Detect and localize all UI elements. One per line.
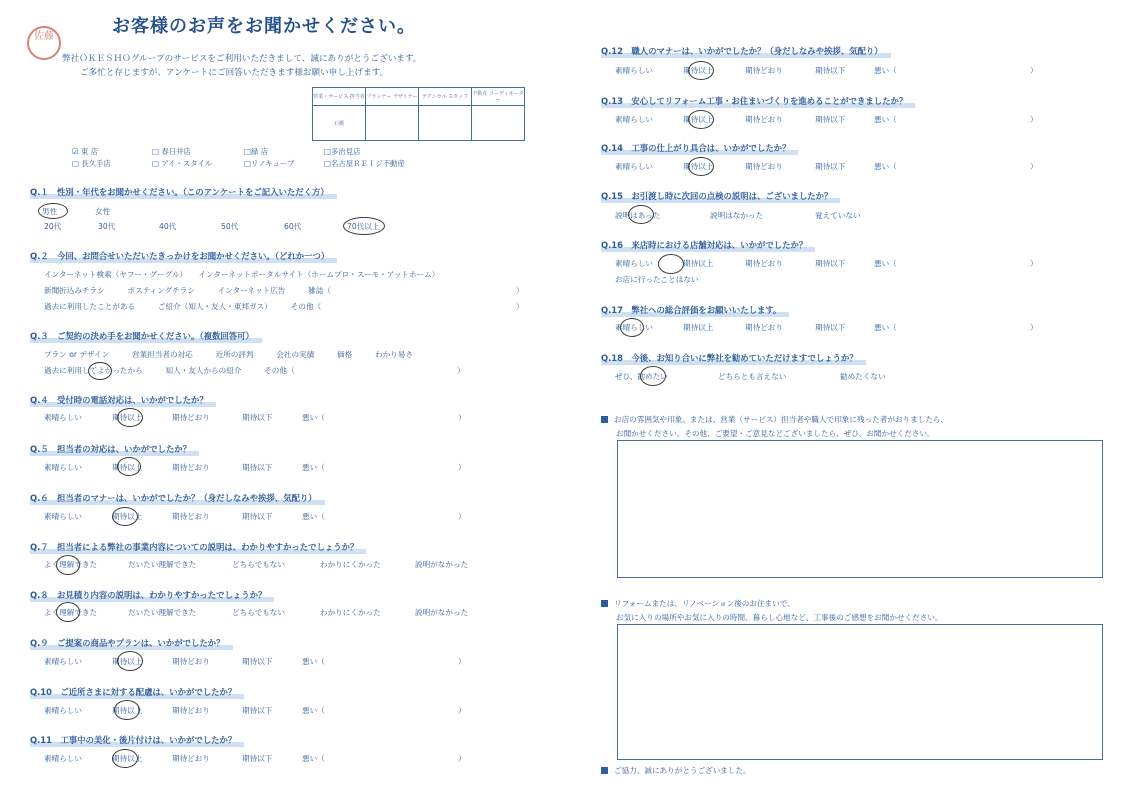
answer-mark-q15 [628,205,654,224]
q12-opt-expected[interactable]: 期待どおり [745,66,783,75]
branch-checklist [72,146,404,170]
question-2: Q.２ 今回、お問合せいただいたきっかけをお聞かせください。（どれか一つ） [30,250,337,262]
staff-planner-name[interactable] [366,106,419,141]
seal-stamp: 佐藤 [27,26,61,60]
answer-mark-q8 [56,602,80,622]
intro-line-2: ご多忙と存じますが、アンケートにご回答いただきます様お願い申し上げます。 [80,68,389,78]
branch-higashi-checkbox[interactable]: ☑ 東 店 [72,147,99,156]
q6-opt-expected[interactable]: 期待どおり [172,512,210,521]
question-6: Q.６ 担当者のマナーは、いかがでしたか？（身だしなみや挨拶、気配り） [30,492,325,504]
answer-mark-q4 [117,408,143,427]
staff-header-technical: テクニカル スタッフ [419,88,472,106]
q13-opt-above[interactable]: 期待以上 [683,115,714,124]
q1-age-50[interactable]: 50代 [221,222,239,231]
answer-mark-q1-male [38,203,68,219]
q2-options-line1[interactable]: インターネット検索（ヤフー・グーグル） インターネットポータルサイト（ホームプロ・スーモ・アットホーム） [44,270,440,279]
q17-opt-below[interactable]: 期待以下 [815,323,846,332]
square-bullet-icon [601,767,608,774]
q16-opt-below[interactable]: 期待以下 [815,259,846,268]
q1-age-60[interactable]: 60代 [284,222,302,231]
q10-opt-below[interactable]: 期待以下 [242,706,273,715]
answer-mark-q5 [117,457,141,476]
q12-opt-close: ） [1030,66,1038,75]
answer-mark-q7 [56,555,80,575]
question-7: Q.７ 担当者による弊社の事業内容についての説明は、わかりやすかったでしょうか？ [30,541,366,553]
staff-header-realestate: 不動産 コーディネーター [472,88,525,106]
q1-option-male[interactable]: 男性 [42,207,58,216]
q5-opt-bad[interactable]: 悪い（ [302,463,325,472]
q1-age-70plus[interactable]: 70代以上 [347,222,380,231]
q2-options-line2[interactable]: 新聞折込みチラシ ポスティングチラシ インターネット広告 雑誌（ [44,286,331,295]
q7-opt-understood[interactable]: よく理解できた [44,560,98,569]
q16-opt-above[interactable]: 期待以上 [683,259,714,268]
question-12: Q.12 職人のマナーは、いかがでしたか？（身だしなみや挨拶、気配り） [601,45,891,57]
q13-opt-bad[interactable]: 悪い（ [874,115,897,124]
q9-opt-above[interactable]: 期待以上 [112,657,143,666]
q9-opt-excellent[interactable]: 素晴らしい [44,657,82,666]
q13-opt-excellent[interactable]: 素晴らしい [615,115,653,124]
staff-realestate-name[interactable] [472,106,525,141]
q10-opt-close: ） [458,706,466,715]
q15-opt-explained[interactable]: 説明はあった [615,211,661,220]
answer-mark-q12 [688,61,714,80]
question-4: Q.４ 受付時の電話対応は、いかがでしたか？ [30,394,216,406]
branch-tajimi-checkbox[interactable]: □多治見店 [324,147,361,156]
q2-options-line3[interactable]: 過去に利用したことがある ご紹介（知人・友人・東邦ガス） その他（ [44,302,322,311]
q17-opt-expected[interactable]: 期待どおり [745,323,783,332]
q16-opt-close: ） [1030,259,1038,268]
q14-opt-above[interactable]: 期待以上 [683,162,714,171]
q12-opt-excellent[interactable]: 素晴らしい [615,66,653,75]
q5-opt-excellent[interactable]: 素晴らしい [44,463,82,472]
q12-opt-below[interactable]: 期待以下 [815,66,846,75]
question-13: Q.13 安心してリフォーム工事・お住まいづくりを進めることができましたか？ [601,95,915,107]
comment2-prompt-line2: お気に入りの場所やお気に入りの時間、暮らし心地など、工事後のご感想をお聞かせください。 [616,613,943,622]
question-17: Q.17 弊社への総合評価をお願いいたします。 [601,304,789,316]
branch-nagakute-checkbox[interactable]: □ 長久手店 [72,159,111,168]
q18-opt-recommend[interactable]: ぜひ、勧めたい [615,372,668,381]
branch-renocube-checkbox[interactable]: □リノキューブ [244,159,295,168]
answer-mark-q16 [658,254,684,274]
comment2-prompt-line1: リフォームまたは、リノベーション後のお住まいで、 [601,598,795,609]
q16-opt-never-visited[interactable]: お店に行ったことはない [615,275,699,284]
q17-opt-close: ） [1030,323,1038,332]
page-title: お客様のお声をお聞かせください。 [112,16,416,37]
question-14: Q.14 工事の仕上がり具合は、いかがでしたか？ [601,142,798,154]
q17-opt-excellent[interactable]: 素晴らしい [615,323,653,332]
branch-istyle-checkbox[interactable]: □ アイ・スタイル [152,159,213,168]
q17-opt-bad[interactable]: 悪い（ [874,323,897,332]
q10-opt-bad[interactable]: 悪い（ [302,706,325,715]
q9-opt-bad[interactable]: 悪い（ [302,657,325,666]
q6-opt-close: ） [458,512,466,521]
q5-opt-above[interactable]: 期待以上 [112,463,143,472]
q10-opt-excellent[interactable]: 素晴らしい [44,706,82,715]
question-1: Q.１ 性別・年代をお聞かせください。（このアンケートをご記入いただく方） [30,186,337,198]
answer-mark-q3 [88,362,112,380]
q6-opt-below[interactable]: 期待以下 [242,512,273,521]
q2-options-line2-close: ） [516,286,524,295]
question-18: Q.18 今後、お知り合いに弊社を勧めていただけますでしょうか？ [601,352,866,364]
q11-opt-above[interactable]: 期待以上 [112,754,143,763]
question-10: Q.10 ご近所さまに対する配慮は、いかがでしたか？ [30,686,244,698]
q15-opt-dont-remember[interactable]: 覚えていない [815,211,861,220]
q13-opt-close: ） [1030,115,1038,124]
branch-kasugai-checkbox[interactable]: □ 春日井店 [152,147,191,156]
comment1-prompt-line2: お聞かせください。その他、ご要望・ご意見などございましたら、ぜひ、お聞かせください。 [616,429,935,438]
q2-options-line3-close: ） [516,302,524,311]
q3-options-line1[interactable]: プラン or デザイン 営業担当者の対応 近所の評判 会社の実績 価格 わかり易さ [44,350,413,359]
q4-opt-excellent[interactable]: 素晴らしい [44,413,82,422]
q8-opt-none[interactable]: 説明がなかった [415,608,469,617]
question-3: Q.３ ご契約の決め手をお聞かせください。（複数回答可） [30,330,262,342]
intro-line-1: 弊社ＯＫＥＳＨＯグループのサービスをご利用いただきまして、誠にありがとうございます。 [62,54,422,64]
q3-options-line2[interactable]: 過去に利用してよかったから 知人・友人からの紹介 その他（ [44,366,295,375]
q5-opt-expected[interactable]: 期待どおり [172,463,210,472]
answer-mark-q14 [688,157,714,176]
q5-opt-close: ） [458,463,466,472]
q6-opt-bad[interactable]: 悪い（ [302,512,325,521]
q5-opt-below[interactable]: 期待以下 [242,463,273,472]
answer-mark-q6 [112,507,138,526]
q7-opt-mostly[interactable]: だいたい理解できた [128,560,197,569]
question-11: Q.11 工事中の美化・後片付けは、いかがでしたか？ [30,734,244,746]
question-5: Q.５ 担当者の対応は、いかがでしたか？ [30,443,199,455]
answer-mark-q13 [688,110,714,129]
q4-opt-close: ） [458,413,466,422]
q1-age-30[interactable]: 30代 [98,222,116,231]
q4-opt-bad[interactable]: 悪い（ [302,413,325,422]
q4-opt-below[interactable]: 期待以下 [242,413,273,422]
q1-age-40[interactable]: 40代 [159,222,177,231]
q9-opt-close: ） [458,657,466,666]
answer-mark-q11 [112,749,138,768]
q6-opt-above[interactable]: 期待以上 [112,512,143,521]
question-8: Q.８ お見積り内容の説明は、わかりやすかったでしょうか？ [30,589,274,601]
q14-opt-excellent[interactable]: 素晴らしい [615,162,653,171]
square-bullet-icon [601,600,608,607]
q11-opt-bad[interactable]: 悪い（ [302,754,325,763]
q9-opt-below[interactable]: 期待以下 [242,657,273,666]
q18-opt-not-recommend[interactable]: 勧めたくない [840,372,886,381]
q11-opt-expected[interactable]: 期待どおり [172,754,210,763]
staff-header-planner: プランナー デザイナー [366,88,419,106]
q10-opt-expected[interactable]: 期待どおり [172,706,210,715]
q8-opt-neutral[interactable]: どちらでもない [232,608,286,617]
q13-opt-below[interactable]: 期待以下 [815,115,846,124]
q1-age-20[interactable]: 20代 [44,222,62,231]
q7-opt-unclear[interactable]: わかりにくかった [320,560,381,569]
q7-opt-neutral[interactable]: どちらでもない [232,560,286,569]
q3-options-line2-close: ） [457,366,465,375]
staff-header-sales: 営業・サービス 担当者 [313,88,366,106]
q16-opt-bad[interactable]: 悪い（ [874,259,897,268]
q1-option-female[interactable]: 女性 [95,207,111,216]
q13-opt-expected[interactable]: 期待どおり [745,115,783,124]
comment1-textarea[interactable] [617,440,1103,578]
answer-mark-q17 [620,318,644,337]
q9-opt-expected[interactable]: 期待どおり [172,657,210,666]
branch-midori-checkbox[interactable]: □緑 店 [244,147,269,156]
thanks-message: ご協力、誠にありがとうございました。 [601,765,751,776]
question-16: Q.16 来店時における店舗対応は、いかがでしたか？ [601,239,815,251]
q11-opt-close: ） [458,754,466,763]
question-9: Q.９ ご提案の商品やプランは、いかがでしたか？ [30,637,233,649]
q8-opt-mostly[interactable]: だいたい理解できた [128,608,197,617]
q14-opt-expected[interactable]: 期待どおり [745,162,783,171]
q11-opt-below[interactable]: 期待以下 [242,754,273,763]
answer-mark-q10 [112,700,143,720]
q14-opt-below[interactable]: 期待以下 [815,162,846,171]
q8-opt-unclear[interactable]: わかりにくかった [320,608,381,617]
q14-opt-close: ） [1030,162,1038,171]
staff-sales-name[interactable]: 石橋 [313,106,366,141]
comment2-textarea[interactable] [617,624,1103,760]
staff-table [312,87,525,141]
q12-opt-bad[interactable]: 悪い（ [874,66,897,75]
q4-opt-expected[interactable]: 期待どおり [172,413,210,422]
q14-opt-bad[interactable]: 悪い（ [874,162,897,171]
q6-opt-excellent[interactable]: 素晴らしい [44,512,82,521]
q18-opt-neutral[interactable]: どちらとも言えない [718,372,787,381]
q16-opt-excellent[interactable]: 素晴らしい [615,259,653,268]
q12-opt-above[interactable]: 期待以上 [683,66,714,75]
answer-mark-q1-70plus [343,217,385,235]
q4-opt-above[interactable]: 期待以上 [112,413,143,422]
q8-opt-understood[interactable]: よく理解できた [44,608,98,617]
branch-realestate-checkbox[interactable]: □名古屋ＲＥＩジ不動産 [324,159,405,168]
q17-opt-above[interactable]: 期待以上 [683,323,714,332]
square-bullet-icon [601,416,608,423]
question-15: Q.15 お引渡し時に次回の点検の説明は、ございましたか？ [601,190,840,202]
staff-technical-name[interactable] [419,106,472,141]
answer-mark-q9 [117,651,143,671]
comment1-prompt-line1: お店の雰囲気や印象。または、営業（サービス）担当者や職人で印象に残った者がおりましたら、 [601,414,948,425]
q15-opt-not-explained[interactable]: 説明はなかった [710,211,764,220]
q10-opt-above[interactable]: 期待以上 [112,706,143,715]
answer-mark-q18 [640,366,666,386]
q7-opt-none[interactable]: 説明がなかった [415,560,469,569]
q11-opt-excellent[interactable]: 素晴らしい [44,754,82,763]
q16-opt-expected[interactable]: 期待どおり [745,259,783,268]
